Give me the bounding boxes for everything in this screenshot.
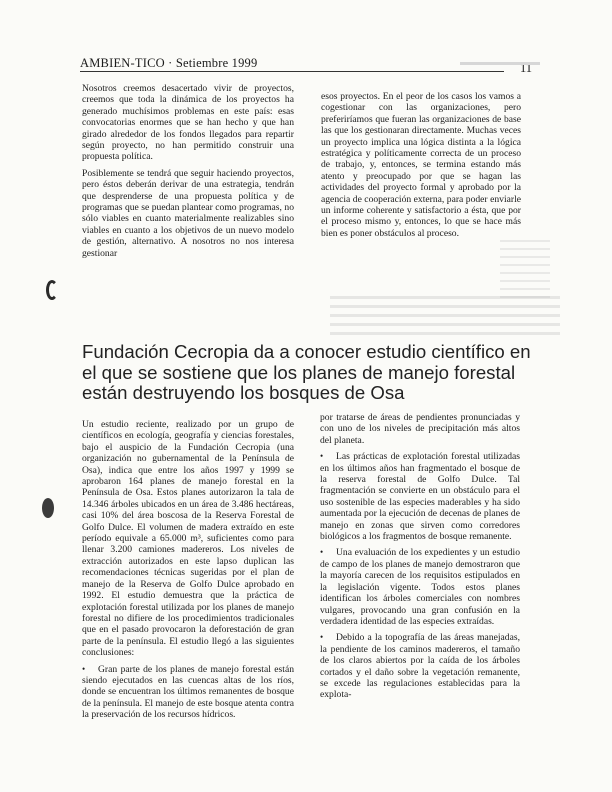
list-item — [320, 451, 520, 542]
header-rule — [80, 71, 504, 72]
list-item-text: Una evaluación de los expedientes y un estudio de campo de los planes de manejo demostraron que la mayoría carecen de los requisitos estipulados en la legislación vigente. Todos estos planes identifican los árboles comerciales con nombres vulgares, provocando una gran confusión en la verdadera identidad de las especies extraídas. — [320, 547, 520, 627]
paragraph: por tratarse de áreas de pendientes pronunciadas y con uno de los niveles de precipitación más altos del planeta. — [320, 412, 520, 446]
list-item-text: Debido a la topografía de las áreas manejadas, la pendiente de los caminos madereros, el tamaño de los claros abiertos por la caída de los árboles cortados y el daño sobre la vegetación remanente, se excede las regulaciones establecidas para la explota- — [320, 632, 520, 701]
show-through-mark — [460, 62, 540, 73]
top-right-column — [321, 91, 521, 244]
article-left-column — [82, 419, 294, 726]
bullet-icon: • — [82, 663, 86, 674]
article-right-column — [320, 412, 520, 706]
article-intro: Un estudio reciente, realizado por un grupo de científicos en ecología, geografía y ciencias forestales, bajo el auspicio de la Fundación Cecropia (una organización no gubernamental de la Península de Osa), indica que entre los años 1997 y 1999 se aprobaron 164 planes de manejo forestal en la Península de Osa. Estos planes autorizaron la tala de 14.346 árboles ubicados en un área de 3.486 hectáreas, casi 10% del área boscosa de la Reserva Forestal de Golfo Dulce. El volumen de madera extraído en este período equivale a 65.000 m³, suficientes como para llenar 3.200 camiones madereros. Los niveles de extracción autorizados en este lapso duplican las recomendaciones técnicas sugeridas por el plan de manejo de la Reserva de Golfo Dulce aprobado en 1992. El estudio demuestra que la práctica de explotación forestal utilizada por los planes de manejo forestal no difiere de los procedimientos tradicionales que en el pasado provocaron la deforestación de gran parte de la península. El estudio llegó a las siguientes conclusiones: — [82, 419, 294, 659]
top-left-column — [82, 83, 294, 264]
page-number: 11 — [519, 61, 532, 75]
bullet-icon: • — [320, 632, 324, 643]
binder-hole — [42, 498, 54, 518]
list-item — [320, 632, 520, 700]
paragraph: Posiblemente se tendrá que seguir haciendo proyectos, pero éstos deberán derivar de una estrategia, tendrán que desprenderse de una propuesta política y de programas que se puedan plantear como programas, no sólo viables en cuanto materialmente realizables sino viables en cuanto a los objetivos de un nuevo modelo de gestión, alternativo. A nosotros no nos interesa gestionar — [82, 167, 294, 259]
journal-title: AMBIEN-TICO · Setiembre 1999 — [80, 56, 258, 70]
list-item-text: Las prácticas de explotación forestal utilizadas en los últimos años han fragmentado el bosque de la reserva forestal de Golfo Dulce. Tal fragmentación se convierte en un obstáculo para el uso sostenible de las especies maderables y ha sido aumentada por la ejecución de decenas de planes de manejo en zonas que sirven como corredores biológicos a los fragmentos de bosque remanente. — [320, 451, 520, 543]
list-item — [320, 547, 520, 627]
paragraph: Nosotros creemos desacertado vivir de proyectos, creemos que toda la dinámica de los proyectos ha generado muchísimos problemas en este país: esas convocatorias enormes que se han hecho y que han girado alrededor de los fondos llegados para repartir según proyecto, no han permitido construir una propuesta política. — [82, 83, 294, 163]
bullet-icon: • — [320, 451, 324, 462]
paragraph: esos proyectos. En el peor de los casos los vamos a cogestionar con las organizaciones, pero preferiríamos que fueran las organizaciones de base las que los gestionaran directamente. Muchas veces un proyecto implica una lógica distinta a la lógica estratégica y políticamente correcta de un proceso de trabajo, y, entonces, se termina estando más atento y preocupado por que se hagan las actividades del proyecto formal y aprobado por la agencia de cooperación externa, para poder enviarle un informe coherente y satisfactorio a ésta, que por el proceso mismo y, entonces, lo que se hace más bien es poner obstáculos al proceso. — [321, 91, 521, 239]
list-item-text: Gran parte de los planes de manejo forestal están siendo ejecutados en las cuencas altas de los ríos, donde se encuentran los últimos remanentes de bosque de la península. El manejo de este bosque atenta contra la preservación de los recursos hídricos. — [82, 663, 294, 721]
show-through-mark — [500, 240, 550, 300]
article-headline: Fundación Cecropia da a conocer estudio científico en el que se sostiene que los planes de manejo forestal están destruyendo los bosques de Osa — [82, 341, 531, 403]
list-item — [82, 664, 294, 721]
binder-hole — [46, 280, 58, 300]
show-through-mark — [330, 296, 560, 336]
bullet-icon: • — [320, 547, 324, 558]
